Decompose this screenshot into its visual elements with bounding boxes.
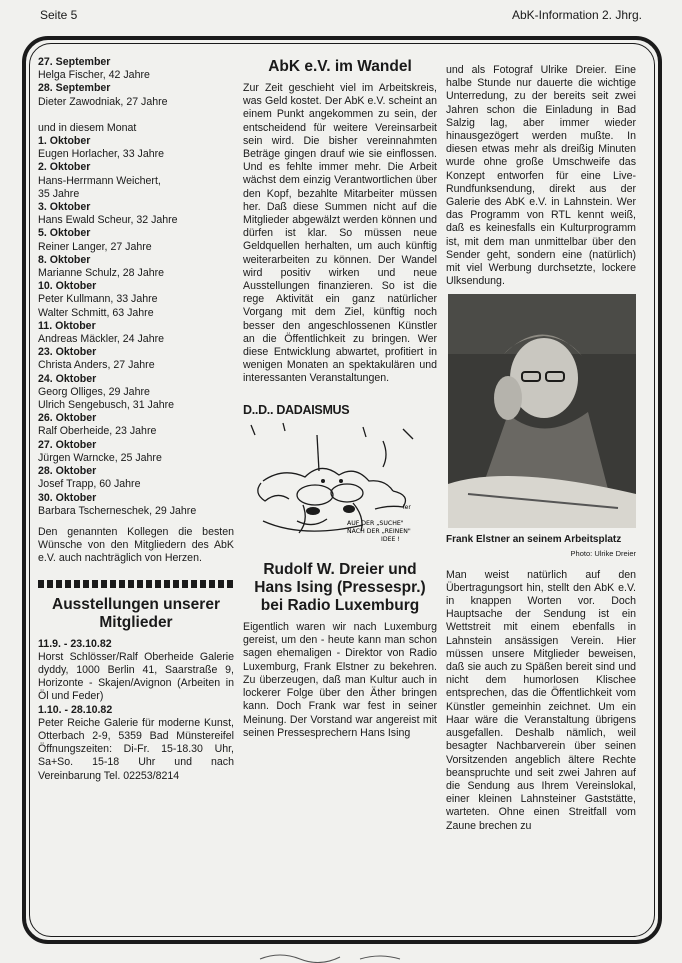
- cartoon-signature: ler: [403, 503, 411, 511]
- cartoon-caption-line3: IDEE !: [381, 535, 400, 543]
- birthday-date: 26. Oktober: [38, 412, 97, 425]
- column-article-continued: [446, 64, 636, 833]
- exhibitions-heading: [38, 596, 234, 632]
- birthday-name: Walter Schmitt, 63 Jahre: [38, 306, 154, 319]
- article-body-continued-2: Man weist natürlich auf den Übertragungsort hin, stellt den AbK e.V. in knappen Worten vor. Doch Hauptsache der Sendung ist ein Wettstreit mit einem ebenfalls in Lahnstein ansässigen Verein. Hier müssen unsere Mitglieder beweisen, daß sie auch zu Späßen bereit sind und nicht dem humorlosen Klischee entsprechen, das die Öffentlichkeit vom Künstler gemeinhin zeichnet. Um ein Haar wäre die Veranstaltung übrigens ausgefallen. Deshalb nämlich, weil besagter Nachbarverein über seinen Vorsitzenden angeblich ältere Rechte beanspruchte und seit zwei Jahren auf die Sendung aus Ihrem Vereinslokal, einer kleinen Lahnsteiner Gaststätte, warteten. Ohne einen Streitfall vom Zaune brechen zu: [446, 568, 636, 832]
- birthday-date: 28. Oktober: [38, 465, 97, 478]
- publication-title: AbK-Information 2. Jhrg.: [511, 8, 642, 22]
- column-birthdays: [38, 56, 234, 783]
- birthday-date: 2. Oktober: [38, 161, 91, 174]
- section-divider: [38, 580, 234, 588]
- cartoon-caption-line1: AUF DER „SUCHE": [347, 519, 404, 527]
- birthday-name: Reiner Langer, 27 Jahre: [38, 240, 152, 253]
- photo-caption: Frank Elstner an seinem Arbeitsplatz: [446, 534, 622, 546]
- exhibition-details: Peter Reiche Galerie für moderne Kunst, Otterbach 2-9, 5359 Bad Münstereifel Öffnungszeiten: Di-Fr. 15-18.30 Uhr, Sa+So. 15-18 Uhr und nach Vereinbarung Tel. 02253/8214: [38, 716, 234, 782]
- photo-credit: Photo: Ulrike Dreier: [570, 549, 636, 559]
- birthday-name: Andreas Mäckler, 24 Jahre: [38, 333, 165, 346]
- birthday-name: 35 Jahre: [38, 187, 80, 200]
- article-title-radio: [243, 561, 437, 615]
- photo-illustration: [448, 294, 636, 528]
- article-title-wandel: AbK e.V. im Wandel: [268, 58, 412, 75]
- dada-cartoon-image: [243, 421, 433, 547]
- frank-elstner-photo: [448, 294, 636, 528]
- birthday-name: Hans Ewald Scheur, 32 Jahre: [38, 214, 178, 227]
- article-body-continued: und als Fotograf Ulrike Dreier. Eine halbe Stunde nur dauerte die wichtige Unterredung, zu der bereits seit zwei Jahren schon die Einladung in Bad Salzig lag, aber immer wieder hinausgezögert werden mußte. In diesen etwas mehr als dreißig Minuten wurde ohne große Umschweife das Konzept entworfen für eine Live-Rundfunksendung, direkt aus der Galerie des AbK e.V. in Lahnstein. Wer das Programm von RTL kennt weiß, daß es keinesfalls ein Kulturprogramm ist, mit dem man unmittelbar über den Sender geht, sondern eine (natürlich) mit viel Werbung durchsetzte, lockere Ulksendung.: [446, 64, 636, 288]
- birthday-date: 8. Oktober: [38, 253, 91, 266]
- birthday-date: 1. Oktober: [38, 135, 91, 148]
- birthday-name: Helga Fischer, 42 Jahre: [38, 69, 150, 82]
- exhibition-date: 1.10. - 28.10.82: [38, 703, 113, 716]
- birthday-name: Marianne Schulz, 28 Jahre: [38, 267, 165, 280]
- birthday-name: Peter Kullmann, 33 Jahre: [38, 293, 158, 306]
- birthday-name: Georg Olliges, 29 Jahre: [38, 385, 150, 398]
- birthday-date: 11. Oktober: [38, 319, 96, 332]
- birthday-date: 23. Oktober: [38, 346, 97, 359]
- dada-heading: D..D.. DADAISMUS: [243, 402, 350, 417]
- birthday-name: Ulrich Sengebusch, 31 Jahre: [38, 399, 175, 412]
- birthday-name: Dieter Zawodniak, 27 Jahre: [38, 95, 168, 108]
- page-header: [40, 8, 642, 26]
- birthday-date: 3. Oktober: [38, 201, 91, 214]
- column-article-wandel: [243, 58, 437, 740]
- cartoon-caption-line2: NACH DER „REINEN": [347, 527, 411, 535]
- birthday-date: 24. Oktober: [38, 372, 97, 385]
- birthday-name: Hans-Herrmann Weichert,: [38, 174, 161, 187]
- birthday-name: Barbara Tscherneschek, 29 Jahre: [38, 504, 197, 517]
- article-title-radio-line3: bei Radio Luxemburg: [260, 597, 420, 615]
- article-title-radio-line1: Rudolf W. Dreier und: [263, 561, 417, 579]
- birthday-name: Josef Trapp, 60 Jahre: [38, 478, 141, 491]
- birthday-intro: und in diesem Monat: [38, 121, 137, 134]
- page-number: Seite 5: [40, 8, 78, 22]
- exhibitions-heading-line2: Mitglieder: [99, 613, 173, 631]
- birthday-date: 30. Oktober: [38, 491, 97, 504]
- article-body-wandel: Zur Zeit geschieht viel im Arbeitskreis, was Geld kostet. Der AbK e.V. scheint an einem Punkt angekommen zu sein, der entscheidend für weitere Vereinsarbeit sein wird. Die bisher vereinnahmten Beträge gingen drauf wie sie einflossen. Und es fehlte immer mehr. Die Arbeit wächst dem einzig Verantwortlichen über den Kopf, bezahlte Mitarbeiter müssen her. Daß diese Summen nicht auf die Mitglieder abgewälzt werden können und dürfen ist klar. So müssen neue Geldquellen herhalten, um auch künftig weiterarbeiten zu können. Der Wandel wird positiv wirken und neue Ausstellungen finanzieren. So ist die rege Aktivität ein ganz natürlicher Vorgang mit dem Ziel, künftig noch besser den angeschlossenen Künstler an die Öffentlichkeit zu bringen. Wer diese Entwicklung abwartet, profitiert in wenigen Monaten an spektakulären und interessanten Veranstaltungen.: [243, 82, 437, 385]
- bottom-handwriting-mark: [250, 949, 430, 963]
- birthday-date: 27. Oktober: [38, 438, 97, 451]
- birthday-name: Christa Anders, 27 Jahre: [38, 359, 155, 372]
- birthday-name: Jürgen Warncke, 25 Jahre: [38, 451, 162, 464]
- birthday-date: 5. Oktober: [38, 227, 91, 240]
- birthday-list-october: [38, 135, 234, 518]
- article-title-radio-line2: Hans Ising (Pressespr.): [254, 579, 426, 597]
- birthday-date: 28. September: [38, 82, 111, 95]
- birthday-name: Eugen Horlacher, 33 Jahre: [38, 148, 165, 161]
- birthday-name: Ralf Oberheide, 23 Jahre: [38, 425, 157, 438]
- birthday-wishes: Den genannten Kollegen die besten Wünsche von den Mitgliedern des AbK e.V. auch nachträglich von Herzen.: [38, 525, 234, 565]
- birthday-date: 27. September: [38, 56, 111, 68]
- exhibitions-heading-line1: Ausstellungen unserer: [52, 595, 220, 613]
- exhibition-details: Horst Schlösser/Ralf Oberheide Galerie dyddy, 1000 Berlin 41, Saarstraße 9, Horizonte - Skajen/Avignon (Arbeiten in Öl und Feder): [38, 650, 234, 703]
- birthday-date: 10. Oktober: [38, 280, 97, 293]
- article-body-radio: Eigentlich waren wir nach Luxemburg gereist, um den - heute kann man schon sagen ehemaligen - Direktor von Radio Luxemburg, Frank Elstner zu bekehren. Zu überzeugen, daß man Kultur auch in lockerer Folge über den Äther bringen kann. Doch Frank war fest in seiner Meinung. Der Vorstand war angereist mit seinen Pressesprechern Hans Ising: [243, 621, 437, 739]
- exhibition-date: 11.9. - 23.10.82: [38, 637, 112, 650]
